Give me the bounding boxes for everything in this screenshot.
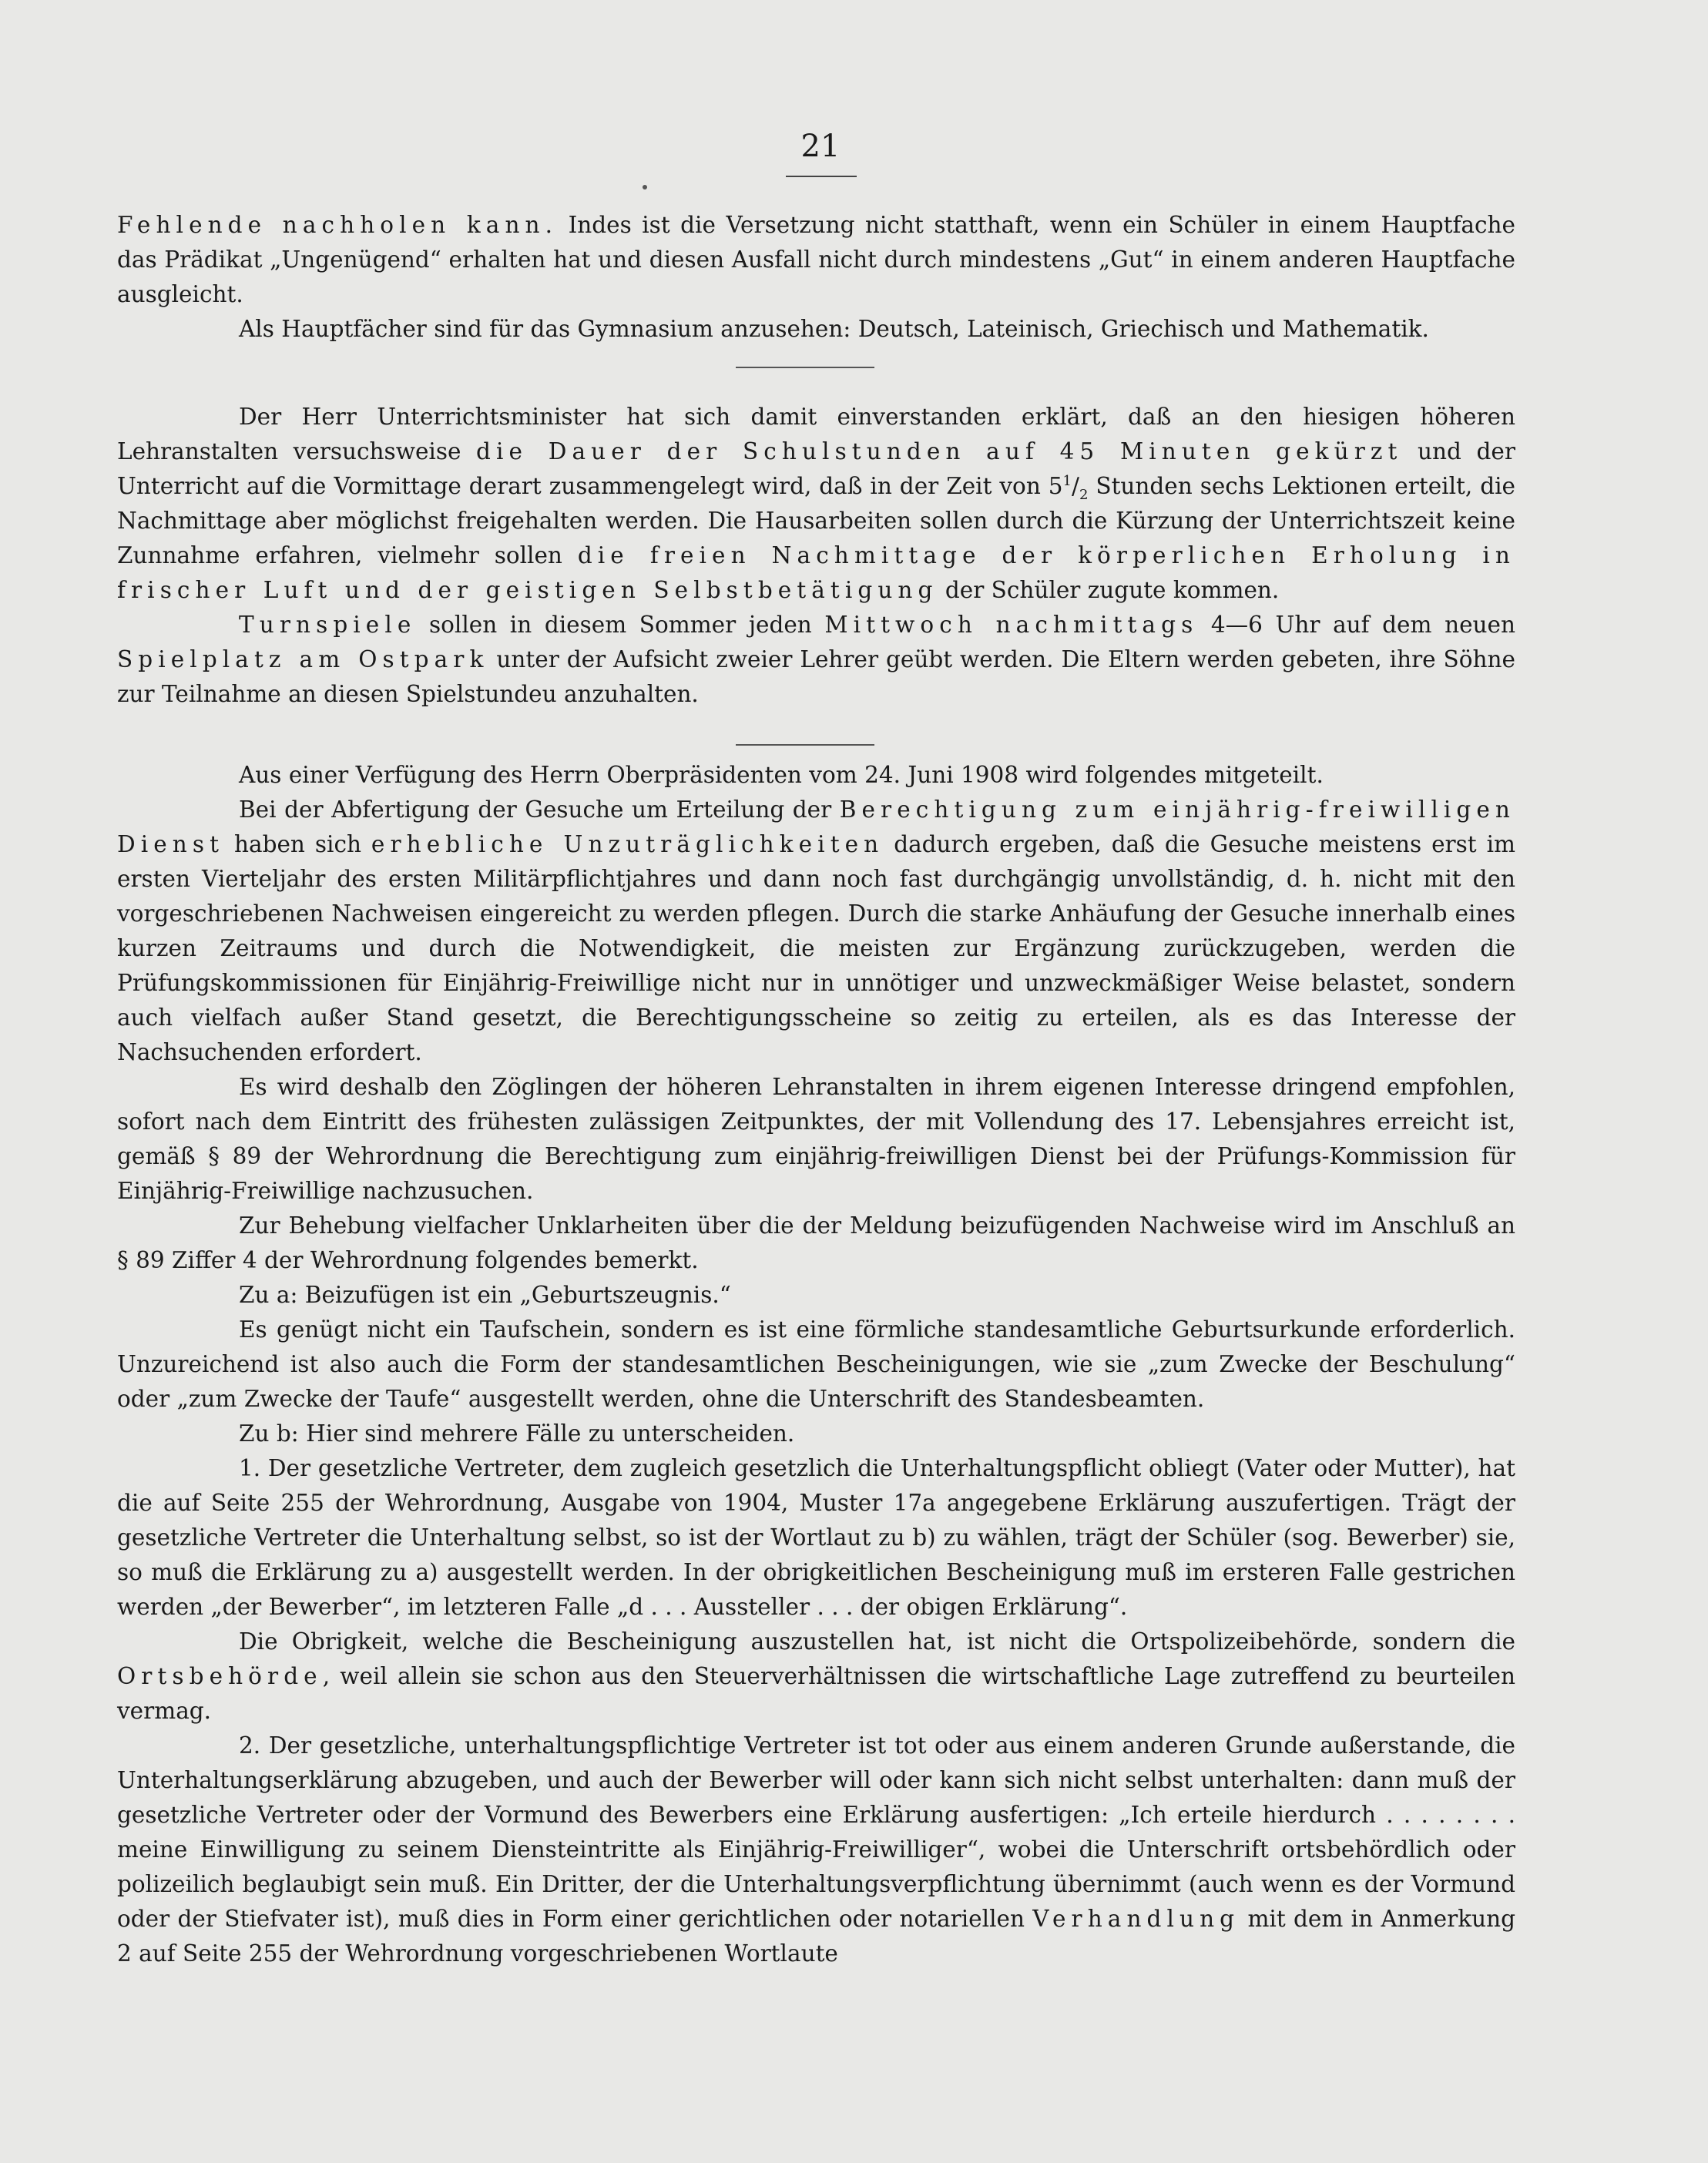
spaced-emphasis: Fehlende nachholen kann. [117,212,559,238]
paragraph: Zu a: Beizufügen ist ein „Geburtszeugnis.“ [239,1282,731,1308]
section-divider [736,367,874,368]
spaced-emphasis: erhebliche Unzuträglichkeiten [371,831,884,857]
ink-dot [643,185,647,189]
paragraph: Aus einer Verfügung des Herrn Oberpräsidenten vom 24. Juni 1908 wird folgendes mitgeteilt. [239,762,1324,788]
paragraph-text: und der Unterricht auf die Vormittage derart zusammengelegt wird, daß in der Zeit von 5 [117,438,1515,499]
paragraph-text: dadurch ergeben, daß die Gesuche meistens erst im ersten Vierteljahr des ersten Militärpflichtjahres und dann noch fast durchgängig unvollständig, d. h. nicht mit den vorgeschriebenen Nachweisen eingereicht zu werden pflegen. Durch die starke Anhäufung der Gesuche innerhalb eines kurzen Zeitraums und durch die Notwendigkeit, die meisten zur Ergänzung zurückzugeben, werden die Prüfungskommissionen für Einjährig-Freiwillige nicht nur in unnötiger und unzweckmäßiger Weise belastet, sondern auch vielfach außer Stand gesetzt, die Berechtigungsscheine so zeitig zu erteilen, als es das Interesse der Nachsuchenden erfordert. [117,831,1515,1065]
page-number: 21 [800,129,841,164]
spaced-emphasis: Turnspiele [239,612,417,638]
paragraph-text: , weil allein sie schon aus den Steuerverhältnissen die wirtschaftliche Lage zutreffend zu beurteilen vermag. [117,1663,1515,1724]
paragraph [117,608,1515,712]
spaced-emphasis: Mittwoch nachmittags [824,612,1199,638]
paragraph-text: 2. Der gesetzliche, unterhaltungspflichtige Vertreter ist tot oder aus einem anderen Grunde außerstande, die Unterhaltungserklärung abzugeben, und auch der Bewerber will oder kann sich nicht selbst unterhalten: dann muß der gesetzliche Vertreter oder der Vormund des Bewerbers eine Erklärung ausfertigen: „Ich erteile hierdurch . . . . . . . . meine Einwilligung zu seinem Diensteintritte als Einjährig-Freiwilliger“, wobei die Unterschrift ortsbehördlich oder polizeilich beglaubigt sein muß. Ein Dritter, der die Unterhaltungsverpflichtung übernimmt (auch wenn es der Vormund oder der Stiefvater ist), muß dies in Form einer gerichtlichen oder notariellen [117,1732,1515,1932]
section-divider [736,744,874,746]
paragraph-text: der Schüler zugute kommen. [938,577,1280,603]
fraction-denominator: 2 [1079,486,1089,503]
spaced-emphasis: Spielplatz am Ostpark [117,646,489,672]
paragraph-text: Bei der Abfertigung der Gesuche um Erteilung der [239,796,840,823]
paragraph [117,1729,1515,1971]
paragraph: Es genügt nicht ein Taufschein, sondern es ist eine förmliche standesamtliche Geburtsurkunde erforderlich. Unzureichend ist also auch die Form der standesamtlichen Bescheinigungen, wie sie „zum Zwecke der Beschulung“ oder „zum Zwecke der Taufe“ ausgestellt werden, ohne die Unterschrift des Standesbeamten. [117,1316,1515,1412]
paragraph-text: Indes ist die Versetzung nicht statthaft, wenn ein Schüler in einem Hauptfache das Prädikat „Ungenügend“ erhalten hat und diesen Ausfall nicht durch mindestens „Gut“ in einem anderen Hauptfache ausgleicht. [117,212,1516,307]
paragraph [117,1625,1515,1729]
section-one-year-volunteer [117,758,1515,1971]
page-number-underline [786,176,857,177]
section-promotion [117,208,1515,347]
paragraph-text: Die Obrigkeit, welche die Bescheinigung auszustellen hat, ist nicht die Ortspolizeibehörde, sondern die [239,1628,1515,1655]
section-school-hours [117,400,1515,712]
paragraph-text: Der Herr Unterrichtsminister hat sich damit einverstanden erklärt, daß an den hiesigen höheren Lehranstalten versuchsweise [117,404,1515,464]
paragraph-text: Stunden sechs Lektionen erteilt, die Nachmittage aber möglichst freigehalten werden. Die Hausarbeiten sollen durch die Kürzung der Unterrichtszeit keine Zunnahme erfahren, vielmehr sollen [117,473,1515,568]
spaced-emphasis: Berechtigung zum einjährig-freiwilligen Dienst [117,796,1515,857]
paragraph: Es wird deshalb den Zöglingen der höheren Lehranstalten in ihrem eigenen Interesse dringend empfohlen, sofort nach dem Eintritt des frühesten zulässigen Zeitpunktes, der mit Vollendung des 17. Lebensjahres erreicht ist, gemäß § 89 der Wehrordnung die Berechtigung zum einjährig-freiwilligen Dienst bei der Prüfungs-Kommission für Einjährig-Freiwillige nachzusuchen. [117,1074,1515,1204]
spaced-emphasis: Verhandlung [1032,1906,1240,1932]
paragraph-text: sollen in diesem Sommer jeden [416,612,825,638]
spaced-emphasis: die Dauer der Schulstunden auf 45 Minuten gekürzt [476,438,1403,464]
paragraph: Als Hauptfächer sind für das Gymnasium anzusehen: Deutsch, Lateinisch, Griechisch und Mathematik. [239,316,1429,342]
paragraph-text: 4—6 Uhr auf dem neuen [1198,612,1515,638]
paragraph-text: unter der Aufsicht zweier Lehrer geübt werden. Die Eltern werden gebeten, ihre Söhne zur Teilnahme an diesen Spielstundeu anzuhalten. [117,646,1515,707]
paragraph: Zur Behebung vielfacher Unklarheiten über die der Meldung beizufügenden Nachweise wird im Anschluß an § 89 Ziffer 4 der Wehrordnung folgendes bemerkt. [117,1212,1515,1273]
paragraph: 1. Der gesetzliche Vertreter, dem zugleich gesetzlich die Unterhaltungspflicht obliegt (Vater oder Mutter), hat die auf Seite 255 der Wehrordnung, Ausgabe von 1904, Muster 17a angegebene Erklärung auszufertigen. Trägt der gesetzliche Vertreter die Unterhaltung selbst, so ist der Wortlaut zu b) zu wählen, trägt der Schüler (sog. Bewerber) sie, so muß die Erklärung zu a) ausgestellt werden. In der obrigkeitlichen Bescheinigung muß im ersteren Falle gestrichen werden „der Bewerber“, im letzteren Falle „d . . . Aussteller . . . der obigen Erklärung“. [117,1455,1515,1620]
paragraph: Der Herr Unterrichtsminister hat sich damit einverstanden erklärt, daß an den hiesigen höheren Lehranstalten versuchsweise die Dauer der Schulstunden auf 45 Minuten gekürzt und der Unterricht auf die Vormittage derart zusammengelegt wird, daß in der Zeit von $5^1/_2$ Stunden sechs Lektionen erteilt, die Nachmittage aber möglichst freigehalten werden. Die Hausarbeiten sollen durch die Kürzung der Unterrichtszeit keine Zunnahme erfahren, vielmehr sollen die freien Nachmittage der körperlichen Erholung in frischer Luft und der geistigen Selbstbetätigung der Schüler zugute kommen. [117,404,1515,603]
spaced-emphasis: die freien Nachmittage der körperlichen Erholung in frischer Luft und der geistigen Selbstbetätigung [117,542,1515,603]
paragraph: Zu b: Hier sind mehrere Fälle zu unterscheiden. [239,1420,795,1447]
paragraph-text: haben sich [224,831,371,857]
fraction-numerator: 1 [1062,473,1072,490]
paragraph [117,208,1515,312]
paragraph [117,793,1515,1070]
spaced-emphasis: Ortsbehörde [117,1663,323,1689]
paragraph-text: mit dem in Anmerkung 2 auf Seite 255 der Wehrordnung vorgeschriebenen Wortlaute [117,1906,1515,1967]
